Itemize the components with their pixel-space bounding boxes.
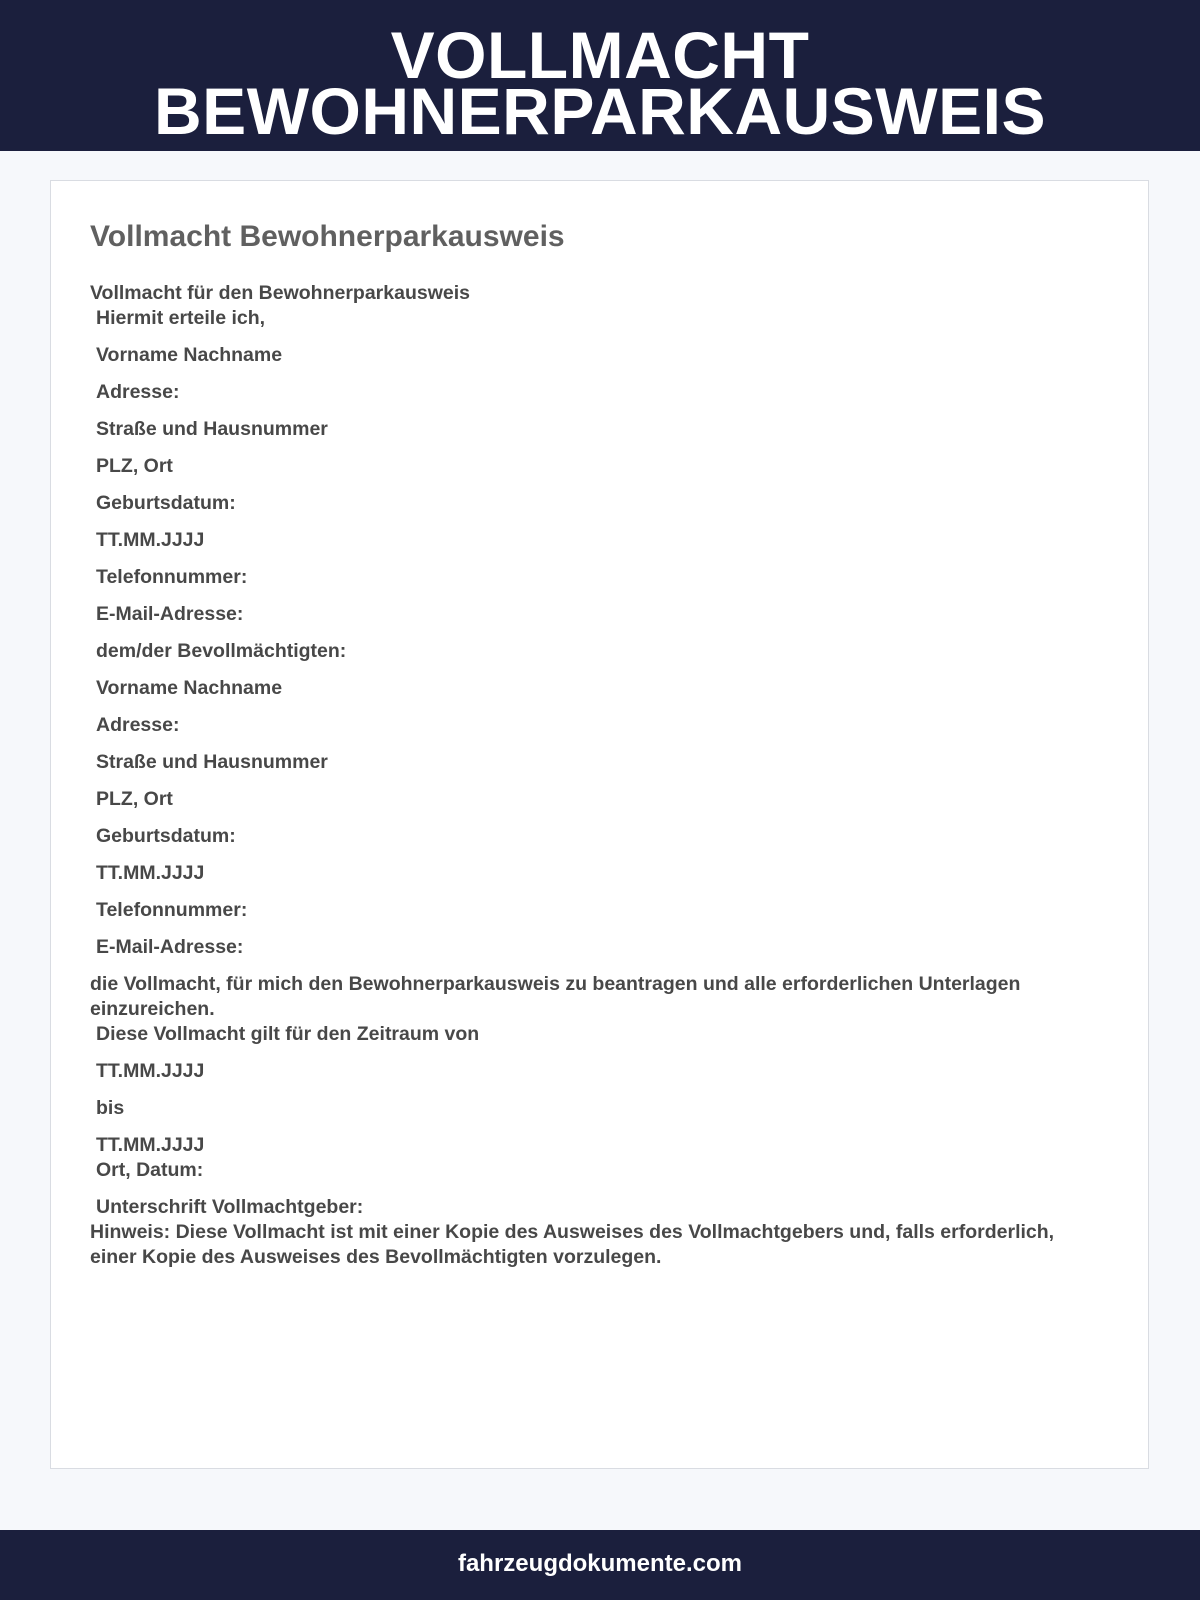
document-subtitle: Vollmacht für den Bewohnerparkausweis	[90, 282, 470, 304]
grantor-birthdate: TT.MM.JJJJ	[96, 529, 205, 551]
page-title-line-1: VOLLMACHT	[390, 18, 810, 92]
grantor-birthdate-label: Geburtsdatum:	[96, 492, 236, 514]
proxy-phone-label: Telefonnummer:	[96, 899, 248, 921]
document-note: Hinweis: Diese Vollmacht ist mit einer Kopie des Ausweises des Vollmachtgebers und, falls erforderlich, einer Kopie des Ausweises des Bevollmächtigten vorzulegen.	[90, 1221, 1055, 1268]
document-card	[50, 180, 1149, 1469]
proxy-email-label: E-Mail-Adresse:	[96, 936, 244, 958]
validity-intro: Diese Vollmacht gilt für den Zeitraum von	[96, 1023, 480, 1045]
grantor-email-label: E-Mail-Adresse:	[96, 603, 244, 625]
proxy-intro: dem/der Bevollmächtigten:	[96, 640, 347, 662]
place-date-label: Ort, Datum:	[96, 1159, 204, 1181]
proxy-street: Straße und Hausnummer	[96, 751, 328, 773]
proxy-address-label: Adresse:	[96, 714, 180, 736]
intro-text: Hiermit erteile ich,	[96, 307, 266, 329]
validity-to-label: bis	[96, 1097, 125, 1119]
grantor-street: Straße und Hausnummer	[96, 418, 328, 440]
authorization-text: die Vollmacht, für mich den Bewohnerparkausweis zu beantragen und alle erforderlichen Unterlagen einzureichen.	[90, 973, 1021, 1020]
page-title	[0, 0, 1200, 148]
document-heading: Vollmacht Bewohnerparkausweis	[90, 220, 565, 253]
proxy-name: Vorname Nachname	[96, 677, 283, 699]
grantor-city: PLZ, Ort	[96, 455, 173, 477]
page-footer	[0, 1530, 1200, 1600]
grantor-address-label: Adresse:	[96, 381, 180, 403]
signature-label: Unterschrift Vollmachtgeber:	[96, 1196, 364, 1218]
proxy-birthdate-label: Geburtsdatum:	[96, 825, 236, 847]
validity-from: TT.MM.JJJJ	[96, 1060, 205, 1082]
grantor-phone-label: Telefonnummer:	[96, 566, 248, 588]
page-header	[0, 0, 1200, 151]
page-title-line-2: BEWOHNERPARKAUSWEIS	[154, 74, 1046, 148]
validity-to: TT.MM.JJJJ	[96, 1134, 205, 1156]
proxy-city: PLZ, Ort	[96, 788, 173, 810]
document-body	[90, 281, 1100, 1270]
footer-site-link[interactable]: fahrzeugdokumente.com	[457, 1550, 743, 1577]
proxy-birthdate: TT.MM.JJJJ	[96, 862, 205, 884]
grantor-name: Vorname Nachname	[96, 344, 283, 366]
